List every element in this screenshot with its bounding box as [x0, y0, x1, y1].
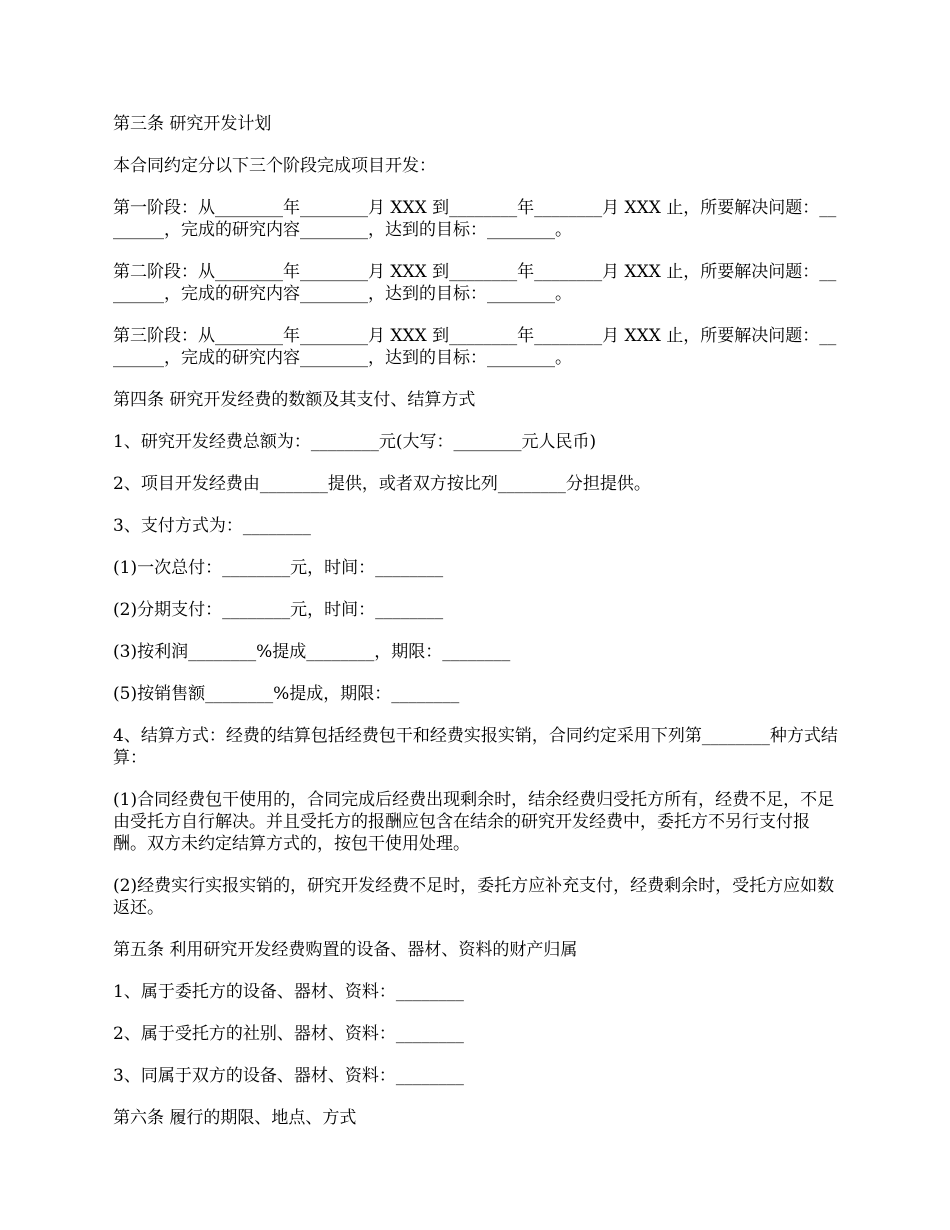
phase-3-paragraph: 第三阶段：从________年________月 XXX 到________年________月 XXX 止，所要解决问题：________，完成的研究内容________，达到的目标：________。 — [113, 326, 837, 368]
shared-property-item: 3、同属于双方的设备、器材、资料：________ — [113, 1066, 464, 1086]
phase-2-paragraph: 第二阶段：从________年________月 XXX 到________年________月 XXX 止，所要解决问题：________，完成的研究内容________，达到的目标：________。 — [113, 262, 837, 304]
article-3-intro: 本合同约定分以下三个阶段完成项目开发： — [113, 156, 436, 176]
phase-1-paragraph: 第一阶段：从________年________月 XXX 到________年________月 XXX 止，所要解决问题：________，完成的研究内容________，达到的目标：________。 — [113, 198, 837, 240]
funding-source-clause: 2、项目开发经费由________提供，或者双方按比列________分担提供。 — [113, 474, 651, 494]
client-property-item: 1、属于委托方的设备、器材、资料：________ — [113, 982, 464, 1002]
article-6-heading: 第六条 履行的期限、地点、方式 — [113, 1108, 357, 1128]
article-5-heading: 第五条 利用研究开发经费购置的设备、器材、资料的财产归属 — [113, 940, 578, 960]
lump-sum-payment-item: (1)一次总付：________元，时间：________ — [113, 558, 444, 578]
article-4-heading: 第四条 研究开发经费的数额及其支付、结算方式 — [113, 390, 476, 410]
total-funding-clause: 1、研究开发经费总额为：________元(大写：________元人民币) — [113, 432, 597, 452]
payment-method-clause: 3、支付方式为：________ — [113, 516, 311, 536]
profit-share-item: (3)按利润________%提成________，期限：________ — [113, 642, 511, 662]
contractor-property-item: 2、属于受托方的社别、器材、资料：________ — [113, 1024, 464, 1044]
sales-share-item: (5)按销售额________%提成，期限：________ — [113, 684, 460, 704]
settlement-method-clause: 4、结算方式：经费的结算包括经费包干和经费实报实销，合同约定采用下列第________种方式结算： — [113, 726, 838, 768]
article-3-heading: 第三条 研究开发计划 — [113, 114, 272, 134]
document-page — [113, 113, 841, 1149]
actual-cost-settlement-item: (2)经费实行实报实销的，研究开发经费不足时，委托方应补充支付，经费剩余时，受托方应如数返还。 — [113, 876, 835, 918]
installment-payment-item: (2)分期支付：________元，时间：________ — [113, 600, 444, 620]
fixed-cost-settlement-item: (1)合同经费包干使用的，合同完成后经费出现剩余时，结余经费归受托方所有，经费不足，不足由受托方自行解决。并且受托方的报酬应包含在结余的研究开发经费中，委托方不另行支付报酬。双方未约定结算方式的，按包干使用处理。 — [113, 790, 835, 854]
